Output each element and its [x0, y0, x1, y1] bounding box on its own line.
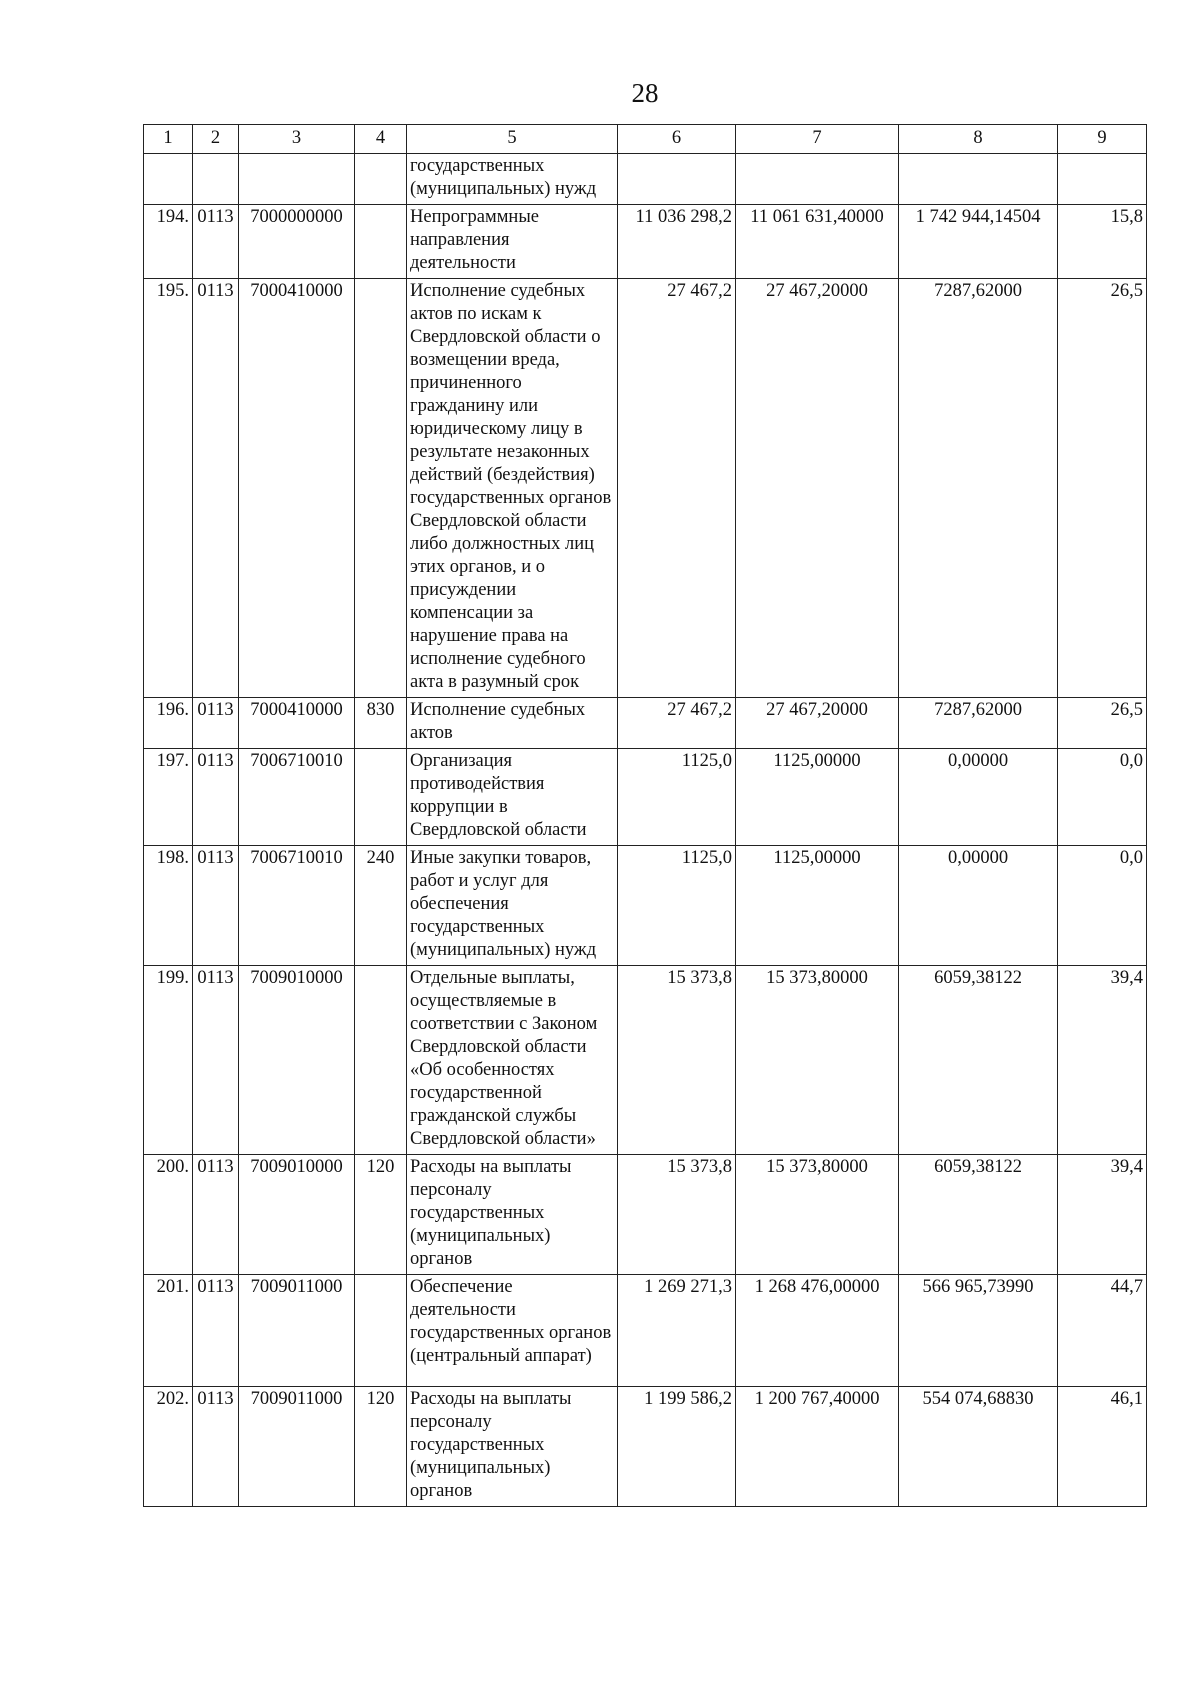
column-number: 7 [736, 125, 899, 154]
column-number-row [144, 125, 1147, 154]
budget-list-amount: 15 373,80000 [736, 966, 899, 1155]
expense-type-code [355, 205, 407, 279]
column-number: 8 [899, 125, 1058, 154]
execution-percent [1058, 154, 1147, 205]
expense-type-code [355, 749, 407, 846]
budget-table [143, 124, 1147, 1507]
budget-list-amount: 1125,00000 [736, 749, 899, 846]
approved-amount: 27 467,2 [618, 279, 736, 698]
item-name: Организация противодействия коррупции в Свердловской области [407, 749, 618, 846]
section-code: 0113 [193, 1155, 239, 1275]
budget-list-amount: 1 200 767,40000 [736, 1387, 899, 1507]
row-number: 197. [144, 749, 193, 846]
expense-type-code [355, 1275, 407, 1387]
table-row [144, 966, 1147, 1155]
table-row [144, 279, 1147, 698]
executed-amount [899, 154, 1058, 205]
target-item-code: 7000410000 [239, 698, 355, 749]
executed-amount: 6059,38122 [899, 966, 1058, 1155]
column-number: 9 [1058, 125, 1147, 154]
item-name: Непрограммные направления деятельности [407, 205, 618, 279]
item-name: Исполнение судебных актов [407, 698, 618, 749]
budget-list-amount [736, 154, 899, 205]
budget-list-amount: 15 373,80000 [736, 1155, 899, 1275]
execution-percent: 46,1 [1058, 1387, 1147, 1507]
column-number: 5 [407, 125, 618, 154]
budget-list-amount: 27 467,20000 [736, 279, 899, 698]
target-item-code: 7006710010 [239, 749, 355, 846]
section-code [193, 154, 239, 205]
execution-percent: 15,8 [1058, 205, 1147, 279]
table-row [144, 205, 1147, 279]
target-item-code: 7009011000 [239, 1275, 355, 1387]
column-number: 2 [193, 125, 239, 154]
execution-percent: 39,4 [1058, 966, 1147, 1155]
row-number: 194. [144, 205, 193, 279]
item-name: Отдельные выплаты, осуществляемые в соответствии с Законом Свердловской области «Об особенностях государственной гражданской службы Свердловской области» [407, 966, 618, 1155]
expense-type-code: 830 [355, 698, 407, 749]
target-item-code: 7009010000 [239, 966, 355, 1155]
execution-percent: 26,5 [1058, 698, 1147, 749]
execution-percent: 39,4 [1058, 1155, 1147, 1275]
approved-amount [618, 154, 736, 205]
executed-amount: 0,00000 [899, 749, 1058, 846]
budget-list-amount: 11 061 631,40000 [736, 205, 899, 279]
approved-amount: 15 373,8 [618, 966, 736, 1155]
page-number: 28 [631, 78, 659, 108]
approved-amount: 11 036 298,2 [618, 205, 736, 279]
executed-amount: 7287,62000 [899, 698, 1058, 749]
item-name: Расходы на выплаты персоналу государственных (муниципальных) органов [407, 1155, 618, 1275]
table-row [144, 749, 1147, 846]
expense-type-code: 120 [355, 1155, 407, 1275]
row-number: 200. [144, 1155, 193, 1275]
execution-percent: 0,0 [1058, 846, 1147, 966]
budget-list-amount: 1125,00000 [736, 846, 899, 966]
approved-amount: 1125,0 [618, 846, 736, 966]
target-item-code: 7009011000 [239, 1387, 355, 1507]
target-item-code: 7000000000 [239, 205, 355, 279]
table-row [144, 1155, 1147, 1275]
approved-amount: 15 373,8 [618, 1155, 736, 1275]
row-number: 199. [144, 966, 193, 1155]
executed-amount: 554 074,68830 [899, 1387, 1058, 1507]
section-code: 0113 [193, 205, 239, 279]
table-row [144, 846, 1147, 966]
row-number: 202. [144, 1387, 193, 1507]
budget-list-amount: 27 467,20000 [736, 698, 899, 749]
item-name: Иные закупки товаров, работ и услуг для обеспечения государственных (муниципальных) нужд [407, 846, 618, 966]
row-number: 195. [144, 279, 193, 698]
expense-type-code: 120 [355, 1387, 407, 1507]
section-code: 0113 [193, 749, 239, 846]
section-code: 0113 [193, 698, 239, 749]
executed-amount: 7287,62000 [899, 279, 1058, 698]
executed-amount: 0,00000 [899, 846, 1058, 966]
executed-amount: 566 965,73990 [899, 1275, 1058, 1387]
target-item-code: 7009010000 [239, 1155, 355, 1275]
table-body [144, 154, 1147, 1507]
item-name: Расходы на выплаты персоналу государственных (муниципальных) органов [407, 1387, 618, 1507]
section-code: 0113 [193, 846, 239, 966]
expense-type-code [355, 966, 407, 1155]
item-name: Исполнение судебных актов по искам к Свердловской области о возмещении вреда, причиненного гражданину или юридическому лицу в результате незаконных действий (бездействия) государственных органов Свердловской области либо должностных лиц этих органов, и о присуждении компенсации за нарушение права на исполнение судебного акта в разумный срок [407, 279, 618, 698]
table-row [144, 154, 1147, 205]
approved-amount: 1 199 586,2 [618, 1387, 736, 1507]
execution-percent: 0,0 [1058, 749, 1147, 846]
row-number: 196. [144, 698, 193, 749]
section-code: 0113 [193, 1275, 239, 1387]
execution-percent: 26,5 [1058, 279, 1147, 698]
section-code: 0113 [193, 966, 239, 1155]
target-item-code: 7000410000 [239, 279, 355, 698]
column-number: 6 [618, 125, 736, 154]
section-code: 0113 [193, 1387, 239, 1507]
row-number: 201. [144, 1275, 193, 1387]
column-number: 4 [355, 125, 407, 154]
executed-amount: 1 742 944,14504 [899, 205, 1058, 279]
expense-type-code [355, 154, 407, 205]
row-number: 198. [144, 846, 193, 966]
table-row [144, 1387, 1147, 1507]
table-row [144, 698, 1147, 749]
item-name: государственных (муниципальных) нужд [407, 154, 618, 205]
expense-type-code [355, 279, 407, 698]
target-item-code: 7006710010 [239, 846, 355, 966]
approved-amount: 1125,0 [618, 749, 736, 846]
row-number [144, 154, 193, 205]
column-number: 3 [239, 125, 355, 154]
approved-amount: 1 269 271,3 [618, 1275, 736, 1387]
column-number: 1 [144, 125, 193, 154]
budget-list-amount: 1 268 476,00000 [736, 1275, 899, 1387]
section-code: 0113 [193, 279, 239, 698]
table-row [144, 1275, 1147, 1387]
expense-type-code: 240 [355, 846, 407, 966]
executed-amount: 6059,38122 [899, 1155, 1058, 1275]
item-name: Обеспечение деятельности государственных органов (центральный аппарат) [407, 1275, 618, 1387]
target-item-code [239, 154, 355, 205]
approved-amount: 27 467,2 [618, 698, 736, 749]
execution-percent: 44,7 [1058, 1275, 1147, 1387]
